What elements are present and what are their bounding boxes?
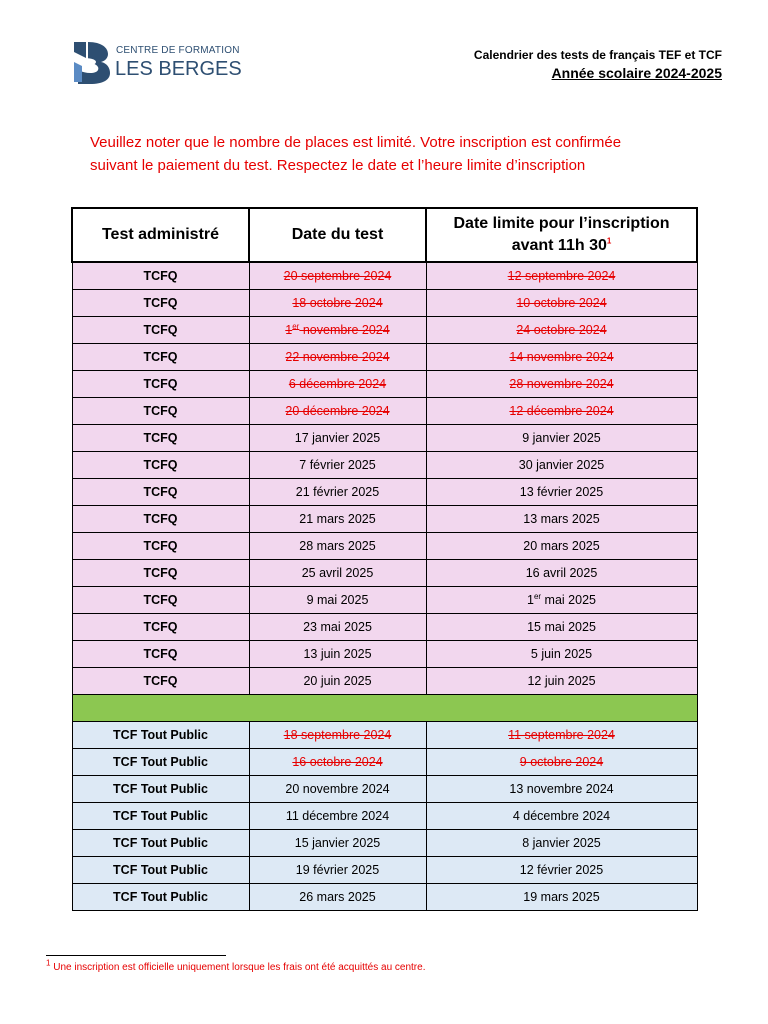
logo-line1: CENTRE DE FORMATION <box>116 45 240 56</box>
logo-line2: LES BERGES <box>115 58 242 80</box>
limit-cell-text: 5 juin 2025 <box>530 647 593 661</box>
table-row <box>72 668 697 695</box>
test-cell-text: TCFQ <box>143 647 178 661</box>
limit-cell-text: 15 mai 2025 <box>527 620 596 634</box>
date-cell-text: 7 février 2025 <box>299 458 376 472</box>
date-cell-text: 20 novembre 2024 <box>285 782 390 796</box>
test-cell <box>72 452 249 479</box>
date-cell-text: 19 février 2025 <box>295 863 380 877</box>
test-cell-text: TCFQ <box>143 296 178 310</box>
test-cell-text: TCF Tout Public <box>113 782 208 796</box>
test-cell-text: TCFQ <box>143 674 178 688</box>
header-footnote-mark: 1 <box>606 236 612 246</box>
notice <box>90 131 710 177</box>
date-cell <box>249 344 426 371</box>
limit-cell-text: 19 mars 2025 <box>523 890 600 904</box>
table-row <box>72 560 697 587</box>
table-row <box>72 425 697 452</box>
limit-cell-text: 13 novembre 2024 <box>509 782 614 796</box>
limit-cell-text: 13 février 2025 <box>519 485 604 499</box>
limit-cell-text: 11 septembre 2024 <box>508 728 615 742</box>
test-cell <box>72 371 249 398</box>
date-cell <box>249 857 426 884</box>
limit-cell <box>426 830 697 857</box>
test-cell <box>72 290 249 317</box>
date-cell-text: 20 septembre 2024 <box>283 269 392 283</box>
test-cell-text: TCFQ <box>143 431 178 445</box>
date-cell <box>249 884 426 911</box>
table-row <box>72 803 697 830</box>
limit-cell <box>426 479 697 506</box>
table-row <box>72 533 697 560</box>
table-row <box>72 506 697 533</box>
test-cell-text: TCFQ <box>143 377 178 391</box>
test-cell-text: TCFQ <box>143 323 178 337</box>
limit-cell <box>426 884 697 911</box>
test-cell <box>72 776 249 803</box>
table-row <box>72 262 697 290</box>
limit-cell <box>426 371 697 398</box>
limit-cell-text: 9 janvier 2025 <box>522 431 601 445</box>
test-cell-text: TCFQ <box>143 620 178 634</box>
school-year: Année scolaire 2024-2025 <box>551 65 722 81</box>
date-cell-text: 20 juin 2025 <box>303 674 372 688</box>
date-cell <box>249 452 426 479</box>
date-cell <box>249 506 426 533</box>
header-limit-line2: avant 11h 30 <box>511 237 607 254</box>
test-cell <box>72 749 249 776</box>
date-cell <box>249 830 426 857</box>
limit-cell <box>426 587 697 614</box>
date-cell <box>249 614 426 641</box>
date-cell <box>249 425 426 452</box>
date-cell-text: 26 mars 2025 <box>299 890 376 904</box>
test-cell-text: TCF Tout Public <box>113 755 208 769</box>
date-cell <box>249 317 426 344</box>
test-cell-text: TCFQ <box>143 458 178 472</box>
test-cell <box>72 317 249 344</box>
table-row <box>72 776 697 803</box>
test-cell-text: TCFQ <box>143 404 178 418</box>
limit-cell-text: 12 juin 2025 <box>527 674 596 688</box>
footnote-text: Une inscription est officielle uniquement lorsque les frais ont été acquittés au centre. <box>50 962 426 973</box>
notice-line2: suivant le paiement du test. Respectez le date et l’heure limite d’inscription <box>90 157 586 174</box>
table-row <box>72 641 697 668</box>
table-row <box>72 479 697 506</box>
table-row <box>72 317 697 344</box>
footnote <box>46 958 426 973</box>
table-row <box>72 398 697 425</box>
limit-cell <box>426 749 697 776</box>
date-cell <box>249 398 426 425</box>
date-cell-text: 1er novembre 2024 <box>285 321 390 337</box>
test-cell-text: TCF Tout Public <box>113 863 208 877</box>
date-cell-text: 28 mars 2025 <box>299 539 376 553</box>
date-cell-text: 16 octobre 2024 <box>292 755 383 769</box>
test-cell-text: TCF Tout Public <box>113 809 208 823</box>
limit-cell-text: 9 octobre 2024 <box>519 755 604 769</box>
limit-cell-text: 8 janvier 2025 <box>522 836 601 850</box>
table-row <box>72 614 697 641</box>
limit-cell-text: 20 mars 2025 <box>523 539 600 553</box>
limit-cell <box>426 803 697 830</box>
test-cell <box>72 614 249 641</box>
limit-cell <box>426 262 697 290</box>
date-cell <box>249 668 426 695</box>
test-cell <box>72 641 249 668</box>
table-row <box>72 749 697 776</box>
test-cell <box>72 722 249 749</box>
test-cell-text: TCFQ <box>143 269 178 283</box>
test-cell <box>72 803 249 830</box>
limit-cell <box>426 290 697 317</box>
test-cell <box>72 479 249 506</box>
date-cell <box>249 371 426 398</box>
test-cell <box>72 506 249 533</box>
date-cell <box>249 722 426 749</box>
date-cell-text: 18 septembre 2024 <box>283 728 392 742</box>
table-row <box>72 884 697 911</box>
test-cell-text: TCF Tout Public <box>113 890 208 904</box>
limit-cell-text: 28 novembre 2024 <box>509 377 614 391</box>
date-cell-text: 11 décembre 2024 <box>285 809 390 823</box>
test-cell-text: TCFQ <box>143 539 178 553</box>
test-cell-text: TCF Tout Public <box>113 728 208 742</box>
table-row <box>72 371 697 398</box>
limit-cell <box>426 560 697 587</box>
table-row <box>72 857 697 884</box>
limit-cell-text: 24 octobre 2024 <box>516 323 607 337</box>
logo <box>72 38 252 88</box>
date-cell <box>249 587 426 614</box>
date-cell <box>249 290 426 317</box>
limit-cell <box>426 506 697 533</box>
date-cell-text: 17 janvier 2025 <box>294 431 381 445</box>
limit-cell-text: 12 décembre 2024 <box>509 404 614 418</box>
test-cell-text: TCFQ <box>143 350 178 364</box>
calendar-table <box>71 207 698 911</box>
table-header-row <box>72 208 697 262</box>
date-cell-text: 6 décembre 2024 <box>288 377 387 391</box>
logo-icon <box>72 38 112 86</box>
separator-row <box>72 695 697 722</box>
limit-cell <box>426 425 697 452</box>
header-limit <box>426 208 697 262</box>
date-cell <box>249 749 426 776</box>
limit-cell <box>426 722 697 749</box>
test-cell <box>72 884 249 911</box>
limit-cell <box>426 641 697 668</box>
test-cell-text: TCFQ <box>143 593 178 607</box>
test-cell <box>72 425 249 452</box>
limit-cell <box>426 776 697 803</box>
table-row <box>72 344 697 371</box>
test-cell <box>72 668 249 695</box>
document-title: Calendrier des tests de français TEF et TCF <box>473 48 722 62</box>
limit-cell-text: 13 mars 2025 <box>523 512 600 526</box>
date-cell-text: 21 mars 2025 <box>299 512 376 526</box>
test-cell <box>72 344 249 371</box>
limit-cell-text: 16 avril 2025 <box>525 566 598 580</box>
limit-cell <box>426 398 697 425</box>
limit-cell-text: 4 décembre 2024 <box>512 809 611 823</box>
limit-cell <box>426 857 697 884</box>
limit-cell-text: 10 octobre 2024 <box>516 296 607 310</box>
date-cell-text: 21 février 2025 <box>295 485 380 499</box>
test-cell <box>72 398 249 425</box>
limit-cell <box>426 614 697 641</box>
test-cell-text: TCF Tout Public <box>113 836 208 850</box>
test-cell <box>72 262 249 290</box>
limit-cell-text: 14 novembre 2024 <box>509 350 614 364</box>
date-cell-text: 9 mai 2025 <box>306 593 369 607</box>
date-cell <box>249 560 426 587</box>
table-row <box>72 452 697 479</box>
footnote-divider <box>46 955 226 956</box>
limit-cell-text: 12 septembre 2024 <box>507 269 616 283</box>
limit-cell <box>426 344 697 371</box>
table-row <box>72 830 697 857</box>
date-cell <box>249 479 426 506</box>
date-cell-text: 25 avril 2025 <box>301 566 374 580</box>
notice-line1: Veuillez noter que le nombre de places est limité. Votre inscription est confirmée <box>90 134 622 151</box>
date-cell-text: 22 novembre 2024 <box>285 350 390 364</box>
header-date: Date du test <box>249 208 426 262</box>
limit-cell <box>426 533 697 560</box>
table-row <box>72 290 697 317</box>
limit-cell-text: 12 février 2025 <box>519 863 604 877</box>
date-cell <box>249 262 426 290</box>
date-cell <box>249 641 426 668</box>
date-cell <box>249 533 426 560</box>
date-cell-text: 23 mai 2025 <box>303 620 372 634</box>
date-cell <box>249 803 426 830</box>
table-row <box>72 587 697 614</box>
separator-cell <box>72 695 697 722</box>
date-cell <box>249 776 426 803</box>
header-test: Test administré <box>72 208 249 262</box>
date-cell-text: 13 juin 2025 <box>303 647 372 661</box>
test-cell-text: TCFQ <box>143 566 178 580</box>
test-cell-text: TCFQ <box>143 512 178 526</box>
limit-cell-text: 1er mai 2025 <box>527 591 596 607</box>
date-cell-text: 20 décembre 2024 <box>285 404 390 418</box>
test-cell <box>72 857 249 884</box>
date-cell-text: 18 octobre 2024 <box>292 296 383 310</box>
limit-cell-text: 30 janvier 2025 <box>518 458 605 472</box>
test-cell <box>72 830 249 857</box>
test-cell <box>72 533 249 560</box>
document-header <box>474 48 722 81</box>
table-row <box>72 722 697 749</box>
limit-cell <box>426 668 697 695</box>
limit-cell <box>426 317 697 344</box>
test-cell <box>72 587 249 614</box>
test-cell <box>72 560 249 587</box>
header-limit-line1: Date limite pour l’inscription <box>453 215 670 232</box>
footnote-mark: 1 <box>46 958 51 968</box>
date-cell-text: 15 janvier 2025 <box>294 836 381 850</box>
test-cell-text: TCFQ <box>143 485 178 499</box>
limit-cell <box>426 452 697 479</box>
